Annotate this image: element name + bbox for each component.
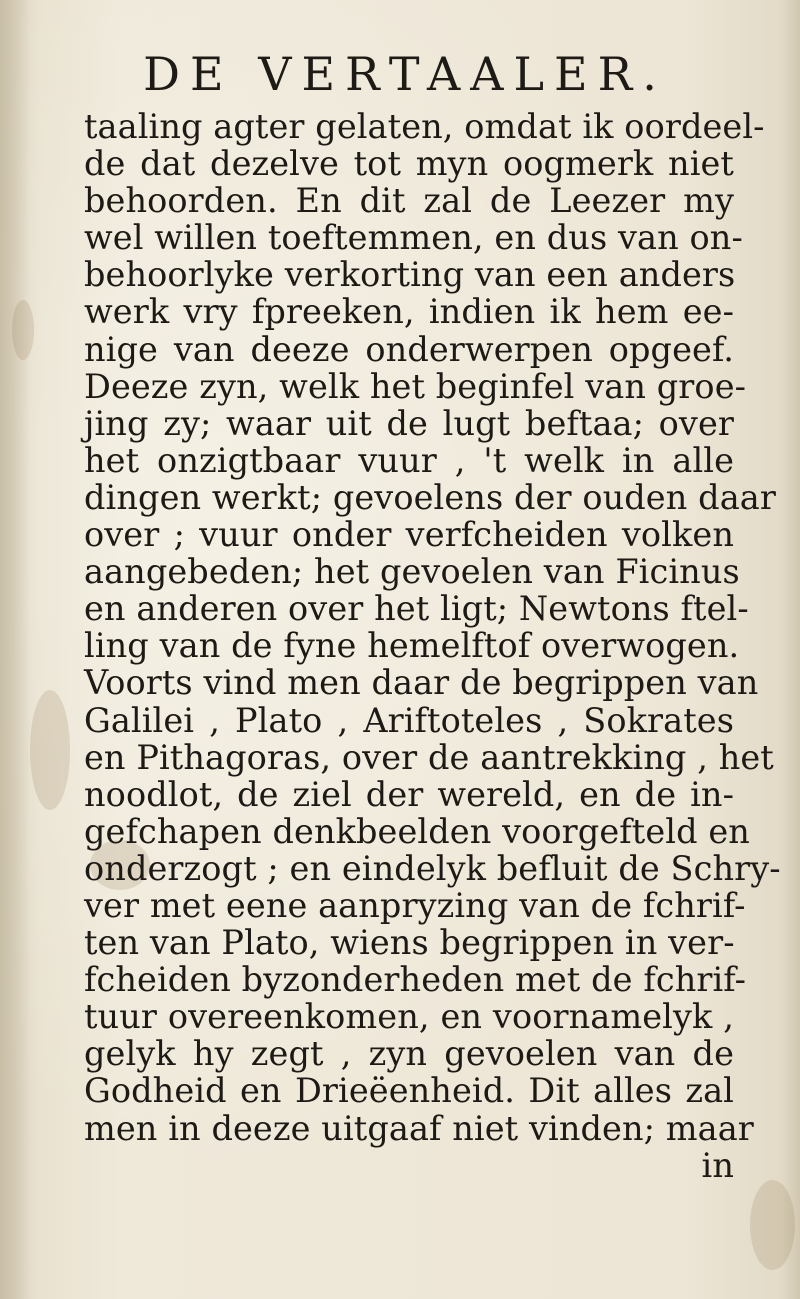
text-line: het onzigtbaar vuur , 't welk in alle xyxy=(84,440,734,480)
text-line: taaling agter gelaten, omdat ik oordeel- xyxy=(84,107,765,146)
text-line: ver met eene aanpryzing van de fchrif- xyxy=(84,885,746,925)
catchword: in xyxy=(701,1145,734,1185)
text-line: tuur overeenkomen, en voornamelyk , xyxy=(84,997,734,1037)
text-line: Deeze zyn, welk het beginfel van groe- xyxy=(84,366,747,406)
text-line: fcheiden byzonderheden met de fchrif- xyxy=(84,960,747,1000)
text-line: en anderen over het ligt; Newtons ftel- xyxy=(84,589,749,629)
text-line: noodlot, de ziel der wereld, en de in- xyxy=(84,774,734,814)
text-line: jing zy; waar uit de lugt beftaa; over xyxy=(84,403,734,443)
text-line: gefchapen denkbeelden voorgefteld en xyxy=(84,811,750,851)
text-line: over ; vuur onder verfcheiden volken xyxy=(84,515,734,555)
text-line: gelyk hy zegt , zyn gevoelen van de xyxy=(84,1034,734,1074)
text-line: Voorts vind men daar de begrippen van xyxy=(84,663,759,703)
running-head: DE VERTAALER. xyxy=(143,47,667,101)
text-line: aangebeden; het gevoelen van Ficinus xyxy=(84,552,740,592)
text-line: de dat dezelve tot myn oogmerk niet xyxy=(84,144,734,184)
page-gutter-shadow xyxy=(0,0,30,1299)
text-line: wel willen toeftemmen, en dus van on- xyxy=(84,218,743,258)
text-line: behoorlyke verkorting van een anders xyxy=(84,255,736,295)
text-line: werk vry fpreeken, indien ik hem ee- xyxy=(84,292,734,332)
paper-stain xyxy=(750,1180,795,1270)
body-text xyxy=(84,107,781,1185)
paper-stain xyxy=(12,300,34,360)
text-line: ling van de fyne hemelftof overwogen. xyxy=(84,626,740,666)
text-line: ten van Plato, wiens begrippen in ver- xyxy=(84,923,735,963)
text-line: nige van deeze onderwerpen opgeef. xyxy=(84,329,734,369)
text-line: Godheid en Drieëenheid. Dit alles zal xyxy=(84,1071,734,1111)
text-line: en Pithagoras, over de aantrekking , het xyxy=(84,737,774,777)
text-line: Galilei , Plato , Ariftoteles , Sokrates xyxy=(84,700,734,740)
text-line: onderzogt ; en eindelyk befluit de Schry- xyxy=(84,848,781,888)
text-line: dingen werkt; gevoelens der ouden daar xyxy=(84,477,776,517)
text-line: behoorden. En dit zal de Leezer my xyxy=(84,181,734,221)
paper-stain xyxy=(30,690,70,810)
text-line: men in deeze uitgaaf niet vinden; maar xyxy=(84,1108,754,1148)
